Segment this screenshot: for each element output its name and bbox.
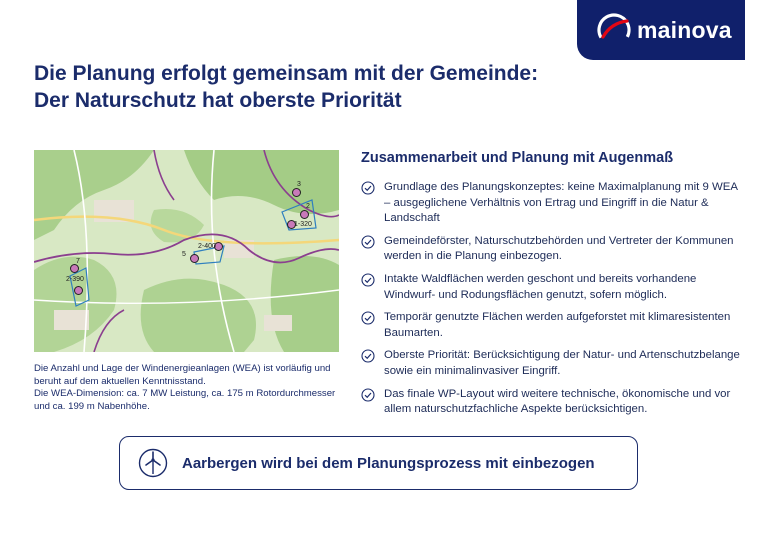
- list-item: [361, 234, 746, 265]
- banner-text: Aarbergen wird bei dem Planungsprozess mit einbezogen: [182, 454, 595, 472]
- turbine-marker[interactable]: [300, 210, 309, 219]
- check-circle-icon: [361, 311, 375, 325]
- info-banner: [119, 436, 638, 490]
- list-item: [361, 180, 746, 227]
- map-graphic: [34, 150, 339, 352]
- page-title-line1: Die Planung erfolgt gemeinsam mit der Gemeinde:: [34, 62, 539, 85]
- list-item: [361, 387, 746, 418]
- list-item-text: Intakte Waldflächen werden geschont und bereits vorhandene Windwurf- und Rodungsflächen genutzt, sofern möglich.: [384, 272, 697, 301]
- turbine-label: 3: [297, 181, 301, 188]
- list-item: [361, 348, 746, 379]
- turbine-marker[interactable]: [292, 188, 301, 197]
- list-item-text: Gemeindeförster, Naturschutzbehörden und Vertreter der Kommunen werden in die Planung einbezogen.: [384, 234, 734, 263]
- map-caption: [34, 363, 344, 413]
- check-circle-icon: [361, 273, 375, 287]
- check-circle-icon: [361, 349, 375, 363]
- section-title: Zusammenarbeit und Planung mit Augenmaß: [361, 150, 674, 166]
- mainova-logo-icon: [597, 13, 631, 47]
- site-map: [34, 150, 339, 352]
- brand-name: mainova: [637, 16, 732, 43]
- map-caption-line2: Die WEA-Dimension: ca. 7 MW Leistung, ca. 175 m Rotordurchmesser und ca. 199 m Nabenhöhe.: [34, 388, 336, 412]
- page-title: [34, 60, 594, 114]
- list-item-text: Grundlage des Planungskonzeptes: keine Maximalplanung mit 9 WEA – ausgeglichene Verhältnis von Ertrag und Eingriff in die Natur & Landschaft: [384, 181, 738, 225]
- turbine-marker[interactable]: [74, 286, 83, 295]
- turbine-marker[interactable]: [70, 264, 79, 273]
- wind-turbine-icon: [138, 448, 168, 478]
- map-caption-line1: Die Anzahl und Lage der Windenergieanlagen (WEA) ist vorläufig und beruht auf dem aktuellen Kenntnisstand.: [34, 363, 331, 387]
- page-title-line2: Der Naturschutz hat oberste Priorität: [34, 89, 402, 112]
- turbine-label: 7: [76, 258, 80, 265]
- bullet-list: [361, 180, 746, 425]
- list-item: [361, 310, 746, 341]
- list-item-text: Temporär genutzte Flächen werden aufgeforstet mit klimaresistenten Baumarten.: [384, 311, 731, 339]
- list-item-text: Oberste Priorität: Berücksichtigung der Natur- und Artenschutzbelange sowie ein minimalinvasiver Eingriff.: [384, 349, 740, 377]
- list-item: [361, 272, 746, 303]
- turbine-label: 2: [306, 203, 310, 210]
- turbine-label: 2-390: [66, 276, 84, 283]
- turbine-marker[interactable]: [190, 254, 199, 263]
- list-item-text: Das finale WP-Layout wird weitere technische, ökonomische und vor allem naturschutzfachliche Aspekte berücksichtigen.: [384, 387, 731, 416]
- check-circle-icon: [361, 235, 375, 249]
- brand-logo: [577, 0, 745, 60]
- turbine-label: 5: [182, 251, 186, 258]
- check-circle-icon: [361, 181, 375, 195]
- turbine-label: 2-400: [198, 243, 216, 250]
- turbine-label: 1-320: [294, 221, 312, 228]
- check-circle-icon: [361, 388, 375, 402]
